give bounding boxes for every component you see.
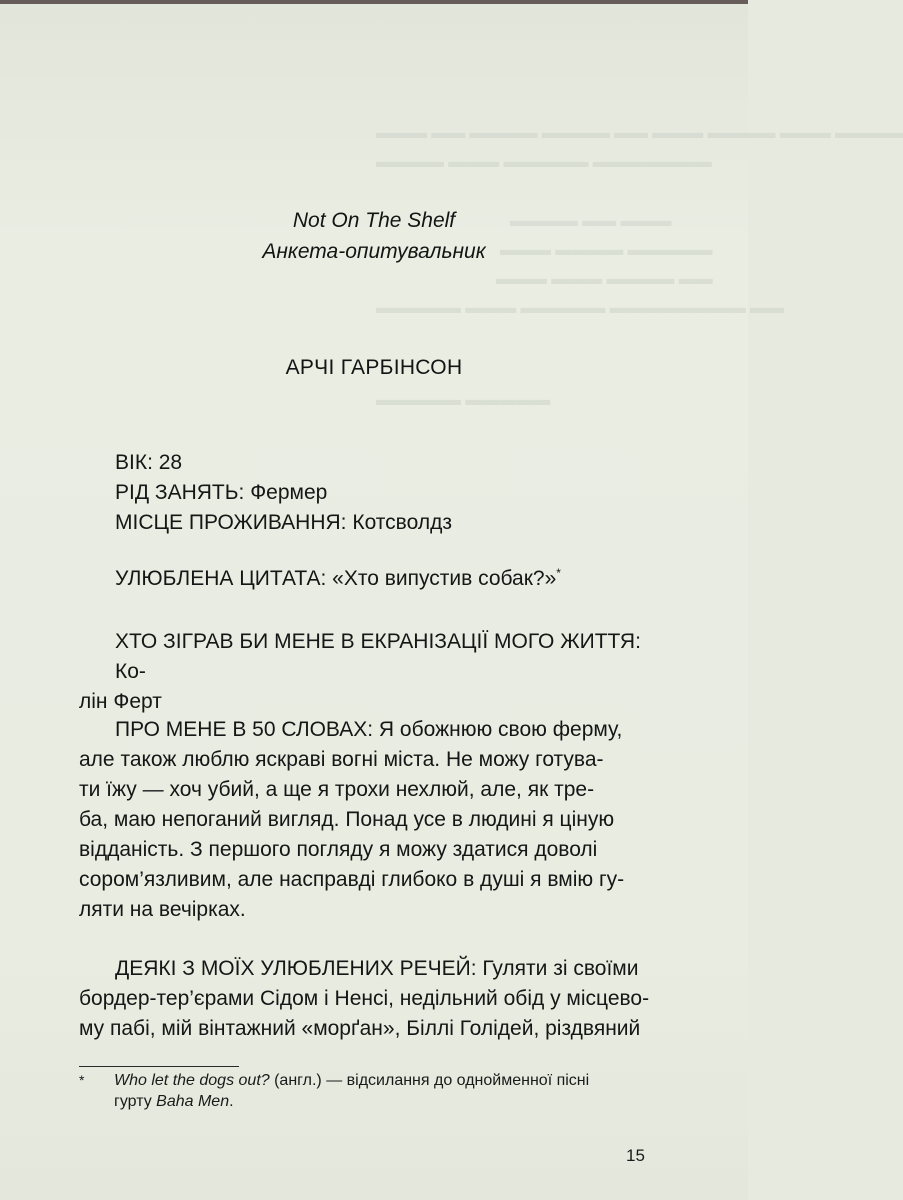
actor-line: ХТО ЗІГРАВ БИ МЕНЕ В ЕКРАНІЗАЦІЇ МОГО ЖИТТЯ: Ко- [115,630,641,683]
footnote-asterisk: * [79,1072,85,1088]
show-through-shadow: ▬▬▬ ▬▬ ▬▬▬▬ ▬▬▬▬ ▬▬ ▬▬▬ ▬▬▬▬ ▬▬▬ ▬▬▬▬ [376,123,903,142]
profile-facts [79,448,653,538]
about-line: ти їжу — хоч убий, а ще я трохи нехлюй, але, як тре- [79,778,595,801]
footnote-song-title: Who let the dogs out? [114,1072,270,1089]
fact-age: ВІК: 28 [115,451,183,474]
footnote-band-name: Baha Men [156,1093,230,1110]
footnote-marker: * [556,566,561,580]
show-through-shadow: ▬▬▬▬▬ ▬▬▬ ▬▬▬▬▬ ▬▬▬▬▬▬▬▬ ▬▬ [376,298,784,317]
favorite-quote [79,564,653,594]
about-line: ляти на вечірках. [79,898,246,921]
magazine-title: Not On The Shelf [292,209,456,232]
page-number: 15 [626,1146,645,1165]
about-me-paragraph [79,715,653,925]
show-through-shadow: ▬▬▬▬ ▬▬▬ ▬▬▬▬▬ ▬▬▬▬▬▬▬ [376,152,712,171]
questionnaire-subtitle: Анкета-опитувальник [262,240,486,263]
about-line: сором’язливим, але насправді глибоко в душі я вмію гу- [79,868,625,891]
footnote [79,1070,659,1112]
show-through-shadow: ▬▬▬ ▬▬▬ ▬▬▬▬ ▬▬ [496,269,713,288]
favorites-line: ДЕЯКІ З МОЇХ УЛЮБЛЕНИХ РЕЧЕЙ: Гуляти зі своїми [115,957,639,980]
favorite-things-paragraph [79,954,653,1044]
profile-name: АРЧІ ГАРБІНСОН [285,356,463,379]
footnote-divider [79,1066,239,1067]
fact-residence: МІСЦЕ ПРОЖИВАННЯ: Котсволдз [115,511,452,534]
quote-text: УЛЮБЛЕНА ЦИТАТА: «Хто випустив собак?» [115,567,557,590]
favorites-line: му пабі, мій вінтажний «морґан», Біллі Голідей, різдвяний [79,1017,641,1040]
footnote-text: . [229,1093,234,1110]
actor-answer [79,627,653,717]
show-through-shadow: ▬▬▬▬ ▬▬ ▬▬▬ [510,211,672,230]
footnote-text: гурту [114,1093,157,1110]
about-line: ба, маю непоганий вигляд. Понад усе в людині я ціную [79,808,615,831]
fact-occupation: РІД ЗАНЯТЬ: Фермер [115,481,328,504]
show-through-shadow: ▬▬▬ ▬▬▬▬ ▬▬▬▬▬ [500,240,713,259]
questionnaire-header [0,205,748,267]
page-top-edge [0,0,748,4]
footnote-text: (англ.) — відсилання до однойменної пісні [269,1072,590,1089]
about-line: ПРО МЕНЕ В 50 СЛОВАХ: Я обожнюю свою ферму, [115,718,623,741]
favorites-line: бордер-тер’єрами Сідом і Ненсі, недільний обід у місцево- [79,987,650,1010]
actor-line: лін Ферт [79,690,162,713]
about-line: але також люблю яскраві вогні міста. Не можу готува- [79,748,604,771]
show-through-shadow: ▬▬▬▬▬ ▬▬▬▬▬ [376,390,551,409]
about-line: відданість. З першого погляду я можу здатися доволі [79,838,598,861]
